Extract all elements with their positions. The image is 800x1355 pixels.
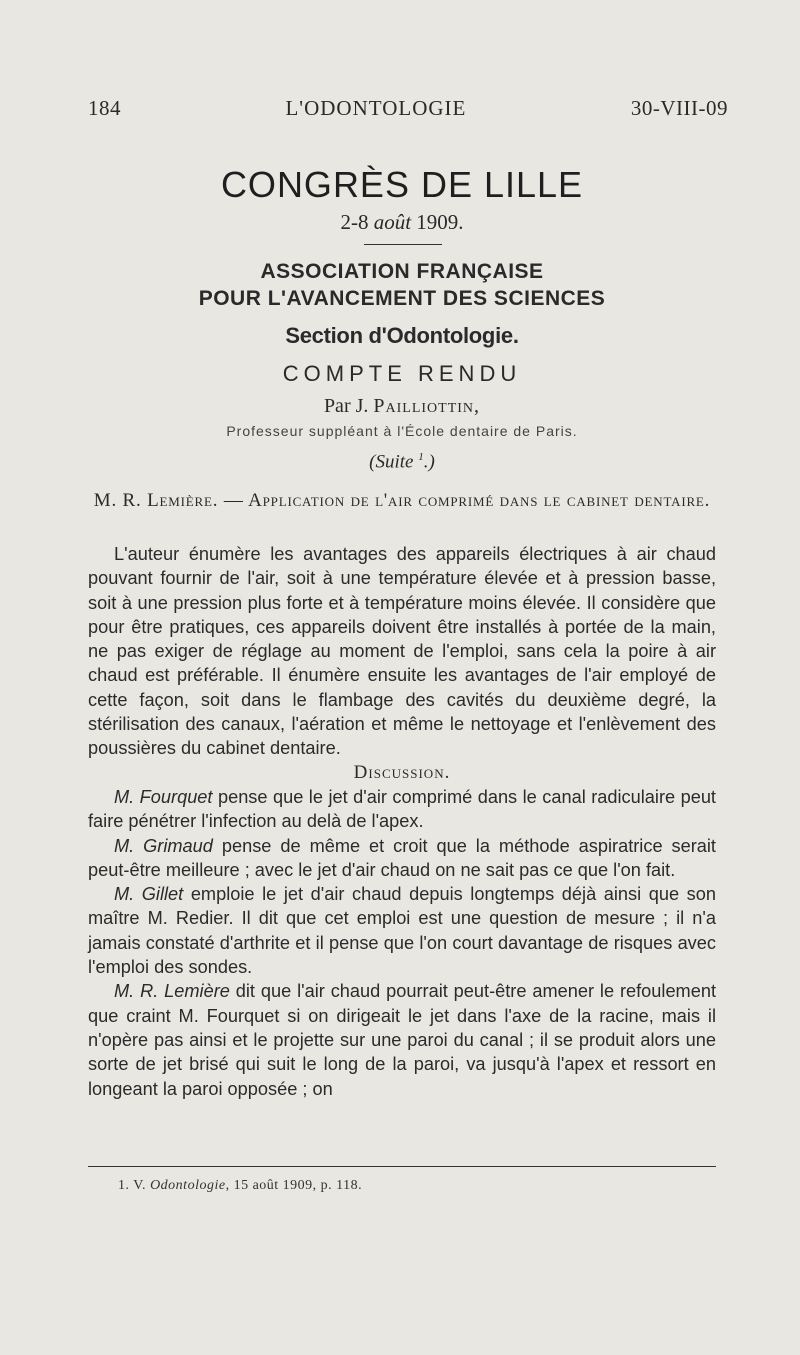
- speaker-gillet: M. Gillet: [114, 884, 184, 905]
- footnote-rest: , 15 août 1909, p. 118.: [225, 1178, 363, 1193]
- association-line-1: ASSOCIATION FRANÇAISE: [260, 260, 544, 283]
- dates-month: août: [373, 210, 412, 234]
- suite-note: [88, 451, 716, 473]
- paragraph-3-text: pense de même et croit que la méthode aspiratrice serait peut-être meilleure ; avec le jet d'air chaud on ne sait pas ce que l'on fait.: [88, 835, 716, 880]
- author-role: Professeur suppléant à l'École dentaire de Paris.: [226, 423, 578, 439]
- discussion-heading: Discussion.: [353, 761, 451, 783]
- speaker-lemiere: M. R. Lemière: [114, 981, 230, 1002]
- author-name: Pailliottin,: [373, 395, 481, 417]
- paragraph-3: [88, 834, 716, 883]
- association-line-2: POUR L'AVANCEMENT DES SCIENCES: [198, 287, 606, 310]
- author-prefix: Par J.: [323, 395, 369, 417]
- title-divider: [364, 244, 442, 245]
- footnote-journal: Odontologie: [150, 1178, 226, 1193]
- compte-rendu-heading: COMPTE RENDU: [282, 361, 522, 386]
- paragraph-2: [88, 785, 716, 834]
- paragraph-1: L'auteur énumère les avantages des appareils électriques à air chaud pouvant fournir de l'air, soit à une température élevée et à pression basse, soit à une pression plus forte et à température moins élevée. Il considère que pour être pratiques, ces appareils doivent être installés à portée de la main, ne pas exiger de réglage au moment de l'emploi, sans cela la poire à air chaud est préférable. Il énumère ensuite les avantages de l'air employé de cette façon, soit dans le flambage des cavités du deuxième degré, la stérilisation des canaux, l'aération et même le nettoyage et l'enlèvement des poussières du cabinet dentaire.: [88, 544, 716, 759]
- paragraph-5: [88, 979, 716, 1100]
- running-header: [88, 96, 728, 121]
- journal-title: L'ODONTOLOGIE: [285, 96, 467, 120]
- paragraph-5-text: dit que l'air chaud pourrait peut-être amener le refoulement que craint M. Fourquet si on dirigeait le jet dans l'axe de la racine, mais il n'opère pas ainsi et le projette sur une paroi du canal ; il se produit alors une sorte de jet brisé qui suit le long de la paroi, va jusqu'à l'apex et ressort en longeant la paroi opposée ; on: [88, 981, 716, 1099]
- dates-year: 1909.: [416, 210, 464, 234]
- paragraph-2-text: pense que le jet d'air comprimé dans le canal radiculaire peut faire pénétrer l'infection au delà de l'apex.: [88, 786, 716, 832]
- author-line: [88, 395, 716, 418]
- speaker-grimaud: M. Grimaud: [114, 835, 213, 856]
- speaker-fourquet: M. Fourquet: [114, 786, 213, 807]
- footnote: [118, 1178, 362, 1194]
- article-body: [88, 542, 716, 1101]
- congress-title: CONGRÈS DE LILLE: [220, 164, 584, 205]
- suite-close: .): [423, 451, 435, 473]
- issue-date: 30-VIII-09: [630, 96, 728, 120]
- footnote-divider: [88, 1166, 716, 1167]
- association-heading: [88, 258, 716, 312]
- paragraph-4: [88, 882, 716, 979]
- suite-text: (Suite: [369, 451, 414, 473]
- page-number: 184: [88, 96, 121, 120]
- section-heading: Section d'Odontologie.: [285, 323, 519, 348]
- paragraph-4-text: emploie le jet d'air chaud depuis longtemps déjà ainsi que son maître M. Redier. Il dit que cet emploi est une question de mesure ; il n'a jamais constaté d'arthrite et il pense que l'on court davantage de risques avec l'emploi des sondes.: [88, 884, 716, 978]
- congress-dates: [88, 210, 716, 235]
- footnote-prefix: 1. V.: [118, 1178, 147, 1193]
- article-heading: M. R. Lemière. — Application de l'air comprimé dans le cabinet dentaire.: [93, 490, 711, 511]
- dates-prefix: 2-8: [340, 210, 369, 234]
- suite-footnote-ref: 1: [418, 451, 424, 463]
